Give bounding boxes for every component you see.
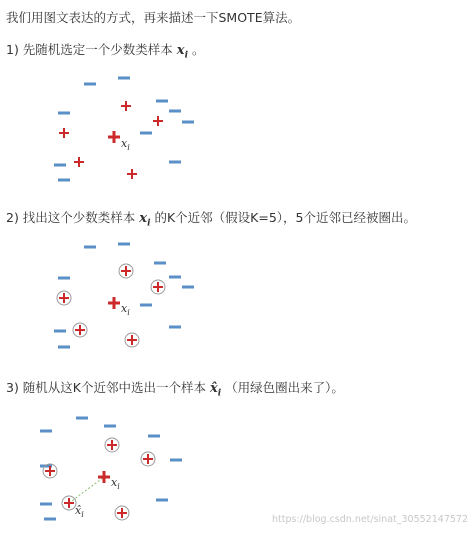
- majority-sample-mark: [84, 246, 96, 249]
- minority-sample-mark: [63, 128, 65, 138]
- minority-sample-mark: [157, 116, 159, 126]
- minority-sample-mark: [131, 335, 133, 345]
- minority-sample-mark: [63, 293, 65, 303]
- sample-label-xi: $x_i$: [121, 302, 130, 317]
- minority-sample-mark: [113, 297, 116, 309]
- step2-math-x: x: [139, 211, 148, 226]
- majority-sample-mark: [76, 417, 88, 420]
- majority-sample-mark: [182, 121, 194, 124]
- majority-sample-mark: [140, 132, 152, 135]
- step2-suffix: 的K个近邻（假设K=5），5个近邻已经被圈出。: [154, 210, 416, 225]
- minority-sample-mark: [125, 266, 127, 276]
- majority-sample-mark: [169, 326, 181, 329]
- step1-math-x: x: [176, 43, 185, 58]
- step2-prefix: 2) 找出这个少数类样本: [6, 210, 136, 225]
- majority-sample-mark: [58, 346, 70, 349]
- majority-sample-mark: [54, 164, 66, 167]
- step3-math-sub: i: [217, 388, 222, 399]
- majority-sample-mark: [118, 77, 130, 80]
- watermark: https://blog.csdn.net/sinat_30552147572: [271, 514, 468, 525]
- majority-sample-mark: [104, 425, 116, 428]
- majority-sample-mark: [156, 100, 168, 103]
- sample-label-xi: $x_i$: [111, 476, 120, 491]
- minority-sample-mark: [157, 282, 159, 292]
- intro-text: 我们用图文表达的方式，再来描述一下SMOTE算法。: [6, 10, 301, 25]
- step3-math-xhat: x̂: [210, 381, 218, 396]
- majority-sample-mark: [169, 110, 181, 113]
- majority-sample-mark: [54, 330, 66, 333]
- sample-label-sub: i: [81, 510, 84, 519]
- step1-suffix: 。: [191, 42, 205, 57]
- majority-sample-mark: [148, 435, 160, 438]
- majority-sample-mark: [118, 243, 130, 246]
- majority-sample-mark: [156, 499, 168, 502]
- sample-label-xi: $x_i$: [121, 137, 130, 152]
- majority-sample-mark: [182, 286, 194, 289]
- majority-sample-mark: [40, 430, 52, 433]
- sample-label-xhat: $x̂_i$: [75, 504, 84, 519]
- step3-suffix: （用绿色圈出来了）。: [225, 380, 344, 395]
- step2-math-sub: i: [147, 218, 151, 229]
- majority-sample-mark: [58, 179, 70, 182]
- minority-sample-mark: [131, 169, 133, 179]
- minority-sample-mark: [147, 454, 149, 464]
- minority-sample-mark: [79, 325, 81, 335]
- sample-label-sub: i: [127, 143, 130, 152]
- step1-prefix: 1) 先随机选定一个少数类样本: [6, 42, 173, 57]
- majority-sample-mark: [170, 459, 182, 462]
- majority-sample-mark: [44, 518, 56, 521]
- majority-sample-mark: [58, 277, 70, 280]
- minority-sample-mark: [78, 157, 80, 167]
- sample-label-sub: i: [127, 308, 130, 317]
- step1-math-sub: i: [184, 50, 188, 61]
- minority-sample-mark: [68, 498, 70, 508]
- minority-sample-mark: [103, 471, 106, 483]
- minority-sample-mark: [49, 466, 51, 476]
- majority-sample-mark: [169, 161, 181, 164]
- majority-sample-mark: [58, 112, 70, 115]
- minority-sample-mark: [121, 508, 123, 518]
- majority-sample-mark: [84, 83, 96, 86]
- minority-sample-mark: [111, 440, 113, 450]
- majority-sample-mark: [140, 304, 152, 307]
- minority-sample-mark: [113, 131, 116, 143]
- sample-label-sub: i: [117, 482, 120, 491]
- minority-sample-mark: [125, 101, 127, 111]
- majority-sample-mark: [40, 503, 52, 506]
- majority-sample-mark: [154, 262, 166, 265]
- step3-prefix: 3) 随机从这K个近邻中选出一个样本: [6, 380, 207, 395]
- majority-sample-mark: [169, 276, 181, 279]
